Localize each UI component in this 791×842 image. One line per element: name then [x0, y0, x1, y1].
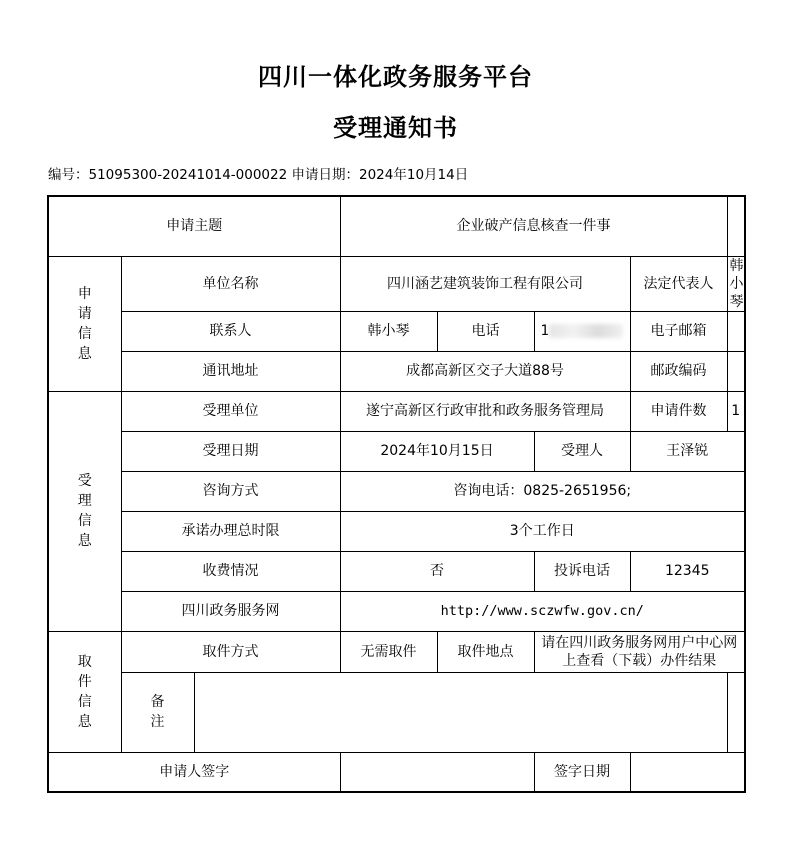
accept-unit-value: 遂宁高新区行政审批和政务服务管理局 [340, 391, 630, 431]
deadline-value: 3个工作日 [340, 511, 745, 551]
remark-value [194, 672, 727, 752]
accept-person-value: 王泽锐 [630, 431, 745, 471]
applicant-signature-value [340, 752, 534, 792]
phone-visible-digit: 1 [540, 323, 550, 339]
applicant-signature-label: 申请人签字 [48, 752, 340, 792]
accept-section-label: 受理信息 [48, 391, 121, 631]
apply-date-label: 申请日期： [291, 167, 359, 183]
postcode-label: 邮政编码 [630, 351, 727, 391]
pickup-location-label: 取件地点 [437, 631, 534, 672]
contact-value: 韩小琴 [340, 311, 437, 351]
address-value: 成都高新区交子大道88号 [340, 351, 630, 391]
signature-date-label: 签字日期 [534, 752, 630, 792]
accept-date-label: 受理日期 [121, 431, 340, 471]
email-label: 电子邮箱 [630, 311, 727, 351]
email-value [727, 311, 745, 351]
phone-redacted [549, 324, 623, 338]
pickup-method-value: 无需取件 [340, 631, 437, 672]
document-title: 四川一体化政务服务平台 [258, 63, 533, 91]
accept-person-label: 受理人 [534, 431, 630, 471]
accept-date-value: 2024年10月15日 [340, 431, 534, 471]
fee-label: 收费情况 [121, 551, 340, 591]
fee-value: 否 [340, 551, 534, 591]
remark-label: 备注 [121, 672, 194, 752]
contact-label: 联系人 [121, 311, 340, 351]
accept-unit-label: 受理单位 [121, 391, 340, 431]
website-label: 四川政务服务网 [121, 591, 340, 631]
phone-label: 电话 [437, 311, 534, 351]
company-value: 四川涵艺建筑装饰工程有限公司 [340, 256, 630, 311]
consult-label: 咨询方式 [121, 471, 340, 511]
company-label: 单位名称 [121, 256, 340, 311]
legal-rep-value: 韩小琴 [727, 256, 745, 311]
number-value: 51095300-20241014-000022 [88, 167, 288, 183]
consult-value: 咨询电话：0825-2651956; [340, 471, 745, 511]
document-subtitle: 受理通知书 [333, 114, 458, 142]
complaint-label: 投诉电话 [534, 551, 630, 591]
count-label: 申请件数 [630, 391, 727, 431]
document-meta [48, 163, 468, 183]
subject-value: 企业破产信息核查一件事 [340, 196, 727, 256]
number-label: 编号： [48, 167, 89, 183]
pickup-method-label: 取件方式 [121, 631, 340, 672]
apply-date-value: 2024年10月14日 [359, 167, 469, 183]
deadline-label: 承诺办理总时限 [121, 511, 340, 551]
phone-value [534, 311, 630, 351]
pickup-location-value: 请在四川政务服务网用户中心网上查看（下载）办件结果 [534, 631, 745, 672]
legal-rep-label: 法定代表人 [630, 256, 727, 311]
website-link[interactable]: http://www.sczwfw.gov.cn/ [340, 591, 745, 631]
complaint-value: 12345 [630, 551, 745, 591]
notice-table [47, 195, 746, 793]
signature-date-value [630, 752, 745, 792]
count-value: 1 [727, 391, 745, 431]
postcode-value [727, 351, 745, 391]
pickup-section-label: 取件信息 [48, 631, 121, 752]
subject-label: 申请主题 [48, 196, 340, 256]
apply-section-label: 申请信息 [48, 256, 121, 391]
address-label: 通讯地址 [121, 351, 340, 391]
